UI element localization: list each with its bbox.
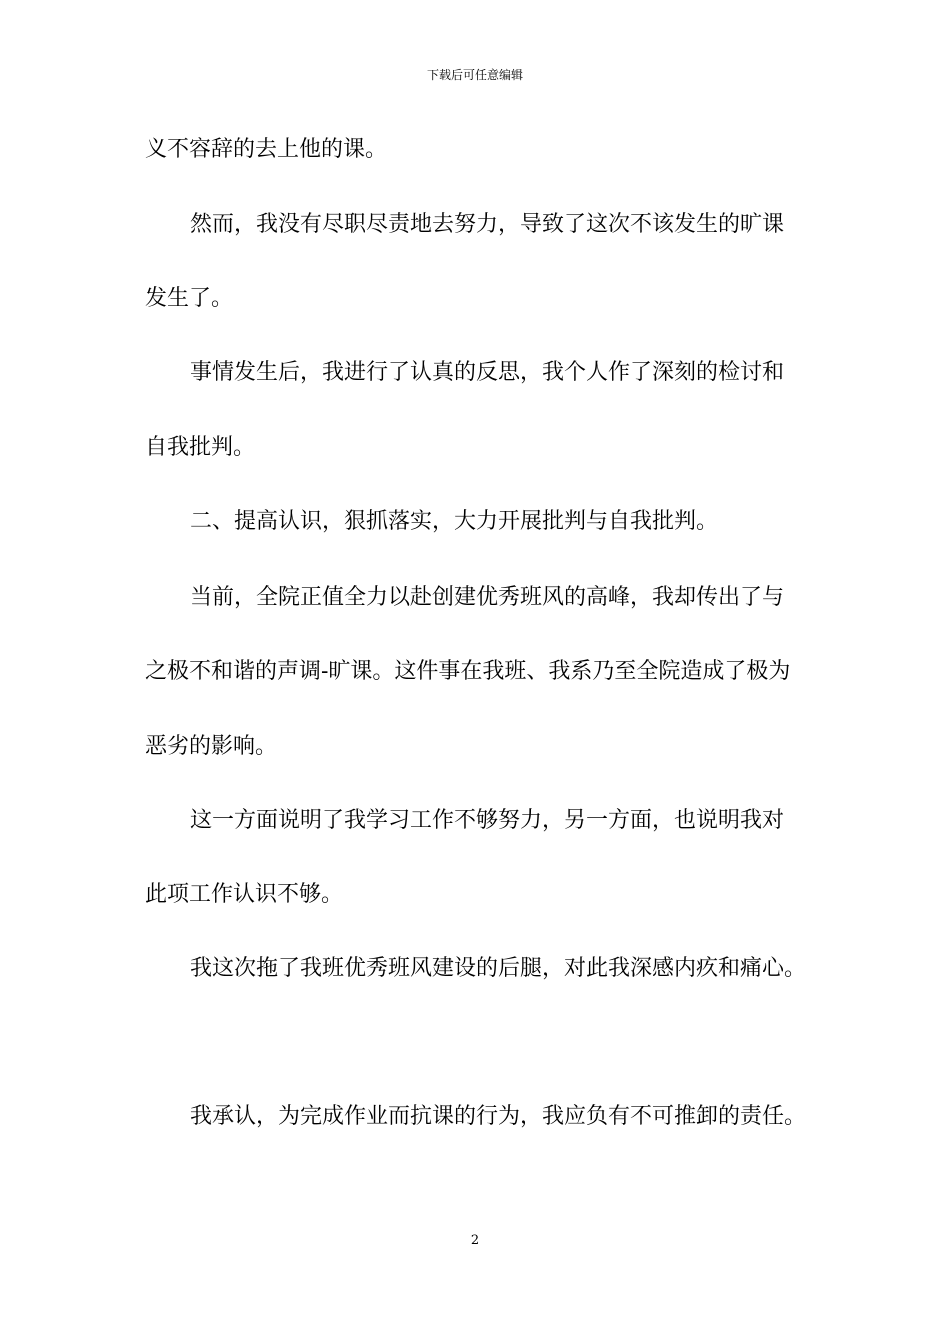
text-line: 我这次拖了我班优秀班风建设的后腿，对此我深感内疚和痛心。 (190, 956, 807, 981)
text-line: 我承认，为完成作业而抗课的行为，我应负有不可推卸的责任。 (190, 1104, 807, 1129)
text-line: 事情发生后，我进行了认真的反思，我个人作了深刻的检讨和 (190, 360, 785, 385)
page-number: 2 (470, 1233, 480, 1248)
text-line: 此项工作认识不够。 (145, 882, 344, 907)
text-line: 之极不和谐的声调-旷课。这件事在我班、我系乃至全院造成了极为 (145, 659, 791, 684)
text-line: 然而，我没有尽职尽责地去努力，导致了这次不该发生的旷课 (190, 212, 785, 237)
header-note: 下载后可任意编辑 (426, 68, 523, 82)
text-line: 这一方面说明了我学习工作不够努力，另一方面，也说明我对 (190, 808, 785, 833)
section-heading: 二、提高认识，狠抓落实，大力开展批判与自我批判。 (190, 509, 719, 534)
text-line: 恶劣的影响。 (145, 734, 278, 759)
text-line: 自我批判。 (145, 435, 256, 460)
text-line: 当前，全院正值全力以赴创建优秀班风的高峰，我却传出了与 (190, 585, 785, 610)
text-line: 发生了。 (145, 286, 234, 311)
text-line: 义不容辞的去上他的课。 (145, 137, 388, 162)
